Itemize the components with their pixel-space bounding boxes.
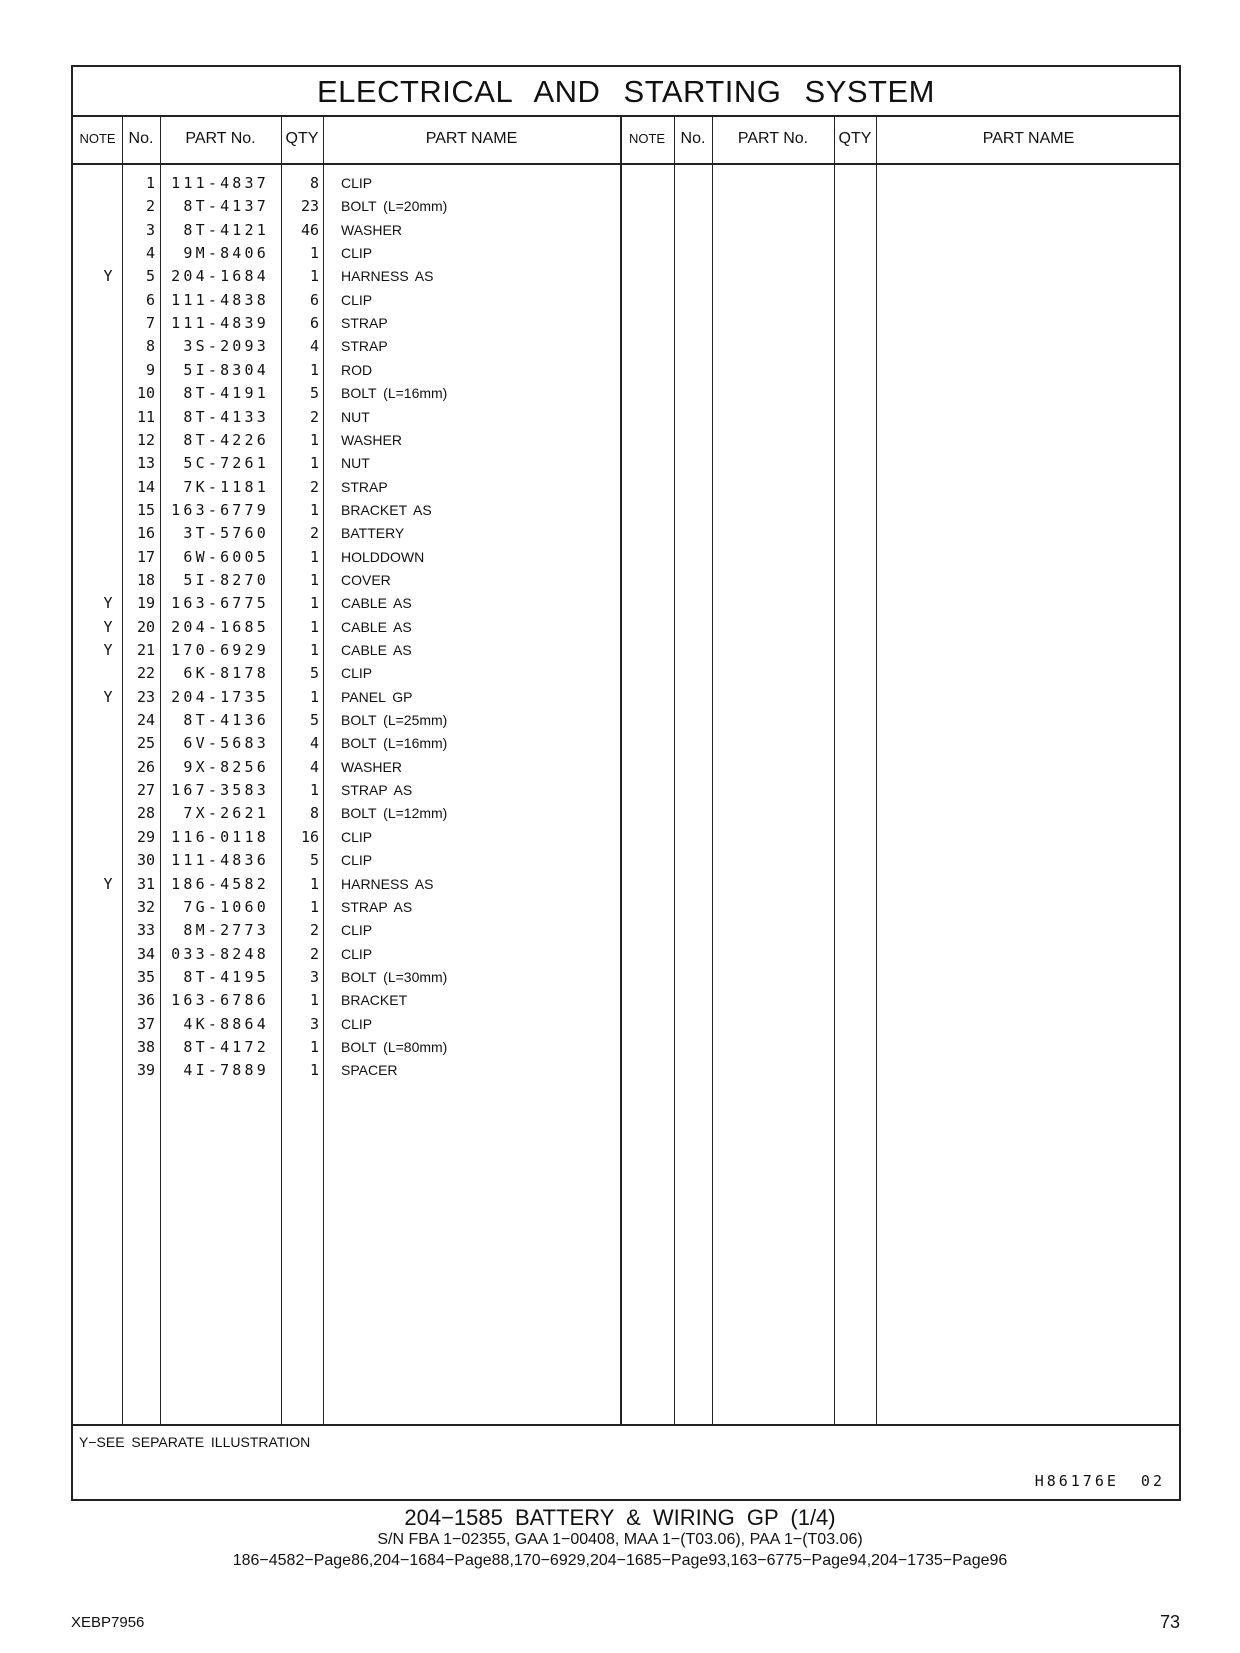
- row-part-number: 8T-4195: [183, 967, 269, 986]
- row-part-name: COVER: [341, 571, 391, 588]
- row-part-name: STRAP AS: [341, 898, 413, 915]
- column-divider: [620, 115, 622, 1424]
- row-quantity: 8: [309, 804, 319, 823]
- row-part-name: STRAP: [341, 478, 388, 495]
- document-id: XEBP7956: [71, 1614, 145, 1631]
- row-quantity: 2: [309, 921, 319, 940]
- row-number: 3: [145, 220, 155, 239]
- row-quantity: 1: [309, 547, 319, 566]
- row-part-number: 5I-8304: [183, 360, 269, 379]
- row-number: 28: [136, 804, 155, 823]
- row-part-number: 4K-8864: [183, 1014, 269, 1033]
- column-divider: [674, 115, 675, 1424]
- page-references: 186−4582−Page86,204−1684−Page88,170−6929,204−1685−Page93,163−6775−Page94,204−1735−Page96: [232, 1552, 1008, 1569]
- row-part-name: CABLE AS: [341, 595, 412, 612]
- row-note: Y: [103, 594, 113, 613]
- row-quantity: 4: [309, 757, 319, 776]
- row-number: 30: [136, 851, 155, 870]
- row-part-number: 6V-5683: [183, 734, 269, 753]
- row-part-number: 5I-8270: [183, 570, 269, 589]
- header-qty-right: QTY: [838, 130, 872, 147]
- row-number: 18: [136, 570, 155, 589]
- row-part-number: 6K-8178: [183, 664, 269, 683]
- row-quantity: 4: [309, 337, 319, 356]
- row-quantity: 5: [309, 664, 319, 683]
- row-number: 27: [136, 781, 155, 800]
- row-quantity: 2: [309, 944, 319, 963]
- row-part-number: 204-1735: [171, 687, 269, 706]
- row-quantity: 1: [309, 244, 319, 263]
- column-divider: [281, 115, 282, 1424]
- row-quantity: 1: [309, 874, 319, 893]
- row-part-name: CLIP: [341, 1015, 373, 1032]
- row-part-number: 7G-1060: [183, 897, 269, 916]
- parts-list-frame: [71, 65, 1181, 1501]
- row-part-number: 163-6775: [171, 594, 269, 613]
- row-part-number: 170-6929: [171, 641, 269, 659]
- column-divider: [712, 115, 713, 1424]
- row-number: 35: [136, 967, 155, 986]
- row-part-number: 9M-8406: [183, 244, 269, 263]
- header-qty-left: QTY: [285, 130, 319, 147]
- row-part-name: CLIP: [341, 245, 373, 262]
- row-quantity: 1: [309, 617, 319, 636]
- row-quantity: 1: [309, 781, 319, 800]
- row-part-number: 111-4837: [171, 174, 269, 192]
- row-quantity: 1: [309, 897, 319, 916]
- row-part-name: BATTERY: [341, 525, 405, 542]
- row-part-number: 204-1684: [171, 267, 269, 286]
- column-divider: [876, 115, 877, 1424]
- row-note: Y: [103, 267, 113, 286]
- row-part-name: NUT: [341, 408, 370, 425]
- row-part-name: BRACKET AS: [341, 501, 432, 518]
- column-divider: [323, 115, 324, 1424]
- row-number: 14: [136, 477, 155, 496]
- row-quantity: 2: [309, 524, 319, 543]
- header-part-no-right: PART No.: [737, 130, 809, 147]
- row-part-name: BOLT (L=80mm): [341, 1038, 448, 1055]
- row-part-number: 8T-4226: [183, 430, 269, 449]
- row-part-name: BOLT (L=16mm): [341, 735, 448, 752]
- row-part-number: 186-4582: [171, 874, 269, 893]
- row-part-name: BOLT (L=12mm): [341, 805, 448, 822]
- footer-divider: [73, 1424, 1179, 1426]
- row-quantity: 46: [300, 220, 319, 239]
- row-number: 11: [136, 407, 155, 426]
- row-number: 38: [136, 1037, 155, 1056]
- row-quantity: 5: [309, 711, 319, 730]
- row-quantity: 5: [309, 384, 319, 403]
- row-part-number: 163-6779: [171, 500, 269, 519]
- row-part-name: CLIP: [341, 852, 373, 869]
- row-note: Y: [103, 687, 113, 706]
- row-number: 32: [136, 897, 155, 916]
- row-part-name: CLIP: [341, 175, 373, 191]
- row-quantity: 2: [309, 407, 319, 426]
- header-part-no-left: PART No.: [185, 130, 256, 147]
- row-quantity: 1: [309, 1037, 319, 1056]
- row-quantity: 6: [309, 314, 319, 333]
- row-part-number: 6W-6005: [183, 547, 269, 566]
- row-part-number: 8T-4121: [183, 220, 269, 239]
- row-part-name: BRACKET: [341, 992, 408, 1009]
- row-part-number: 111-4838: [171, 290, 269, 309]
- row-part-name: CLIP: [341, 291, 373, 308]
- row-quantity: 1: [309, 991, 319, 1010]
- row-part-number: 5C-7261: [183, 454, 269, 473]
- row-quantity: 1: [309, 641, 319, 659]
- row-part-name: BOLT (L=25mm): [341, 712, 448, 729]
- row-number: 6: [145, 290, 155, 309]
- row-quantity: 1: [309, 594, 319, 613]
- row-number: 31: [136, 874, 155, 893]
- row-part-number: 8T-4137: [183, 197, 269, 216]
- header-no-left: No.: [128, 130, 154, 147]
- row-number: 33: [136, 921, 155, 940]
- row-part-number: 4I-7889: [183, 1061, 269, 1080]
- row-number: 25: [136, 734, 155, 753]
- header-divider: [73, 163, 1179, 165]
- row-part-number: 163-6786: [171, 991, 269, 1010]
- row-part-name: CLIP: [341, 665, 373, 682]
- row-number: 39: [136, 1061, 155, 1080]
- row-part-name: WASHER: [341, 431, 402, 448]
- row-number: 17: [136, 547, 155, 566]
- row-part-number: 204-1685: [171, 617, 269, 636]
- row-part-number: 7K-1181: [183, 477, 269, 496]
- row-part-number: 8T-4172: [183, 1037, 269, 1056]
- row-part-number: 111-4836: [171, 851, 269, 870]
- row-part-number: 111-4839: [171, 314, 269, 333]
- row-part-name: CLIP: [341, 828, 373, 845]
- row-part-number: 3T-5760: [183, 524, 269, 543]
- row-number: 10: [136, 384, 155, 403]
- column-divider: [160, 115, 161, 1424]
- row-quantity: 1: [309, 454, 319, 473]
- row-number: 7: [145, 314, 155, 333]
- row-part-number: 8M-2773: [183, 921, 269, 940]
- row-quantity: 1: [309, 360, 319, 379]
- row-quantity: 1: [309, 687, 319, 706]
- row-quantity: 4: [309, 734, 319, 753]
- header-no-right: No.: [680, 130, 706, 147]
- row-part-number: 033-8248: [171, 944, 269, 963]
- row-number: 2: [145, 197, 155, 216]
- row-quantity: 8: [309, 174, 319, 192]
- row-number: 37: [136, 1014, 155, 1033]
- row-number: 34: [136, 944, 155, 963]
- row-part-name: CABLE AS: [341, 642, 412, 658]
- column-divider: [834, 115, 835, 1424]
- serial-numbers: S/N FBA 1−02355, GAA 1−00408, MAA 1−(T03.06), PAA 1−(T03.06): [377, 1531, 863, 1548]
- row-note: Y: [103, 641, 113, 659]
- row-part-name: ROD: [341, 361, 373, 378]
- row-number: 20: [136, 617, 155, 636]
- page-number: 73: [1159, 1612, 1180, 1632]
- group-caption: 204−1585 BATTERY & WIRING GP (1/4): [404, 1505, 836, 1530]
- row-part-name: STRAP: [341, 338, 388, 355]
- row-part-name: STRAP AS: [341, 782, 413, 799]
- row-quantity: 1: [309, 267, 319, 286]
- row-number: 1: [145, 174, 155, 192]
- row-note: Y: [103, 617, 113, 636]
- row-part-name: NUT: [341, 455, 370, 472]
- row-part-name: HARNESS AS: [341, 268, 434, 285]
- header-note-left: NOTE: [79, 131, 116, 146]
- illustration-code: H86176E 02: [1034, 1472, 1165, 1490]
- row-part-name: WASHER: [341, 221, 402, 238]
- row-part-name: CLIP: [341, 922, 373, 939]
- row-number: 5: [145, 267, 155, 286]
- row-quantity: 1: [309, 1061, 319, 1080]
- header-part-name-left: PART NAME: [425, 130, 518, 147]
- row-part-number: 8T-4191: [183, 384, 269, 403]
- row-number: 15: [136, 500, 155, 519]
- row-part-number: 116-0118: [171, 827, 269, 846]
- row-quantity: 5: [309, 851, 319, 870]
- row-number: 24: [136, 711, 155, 730]
- row-quantity: 16: [300, 827, 319, 846]
- row-number: 12: [136, 430, 155, 449]
- row-quantity: 1: [309, 500, 319, 519]
- row-part-name: SPACER: [341, 1062, 398, 1079]
- row-number: 36: [136, 991, 155, 1010]
- row-number: 23: [136, 687, 155, 706]
- row-number: 16: [136, 524, 155, 543]
- row-part-number: 167-3583: [171, 781, 269, 800]
- row-part-name: HOLDDOWN: [341, 548, 425, 565]
- page-title: ELECTRICAL AND STARTING SYSTEM: [73, 67, 1179, 117]
- row-note: Y: [103, 874, 113, 893]
- row-part-name: PANEL GP: [341, 688, 413, 705]
- row-quantity: 3: [309, 1014, 319, 1033]
- row-number: 22: [136, 664, 155, 683]
- row-part-number: 8T-4136: [183, 711, 269, 730]
- row-number: 4: [145, 244, 155, 263]
- header-part-name-right: PART NAME: [982, 130, 1075, 147]
- row-part-number: 7X-2621: [183, 804, 269, 823]
- row-number: 13: [136, 454, 155, 473]
- row-part-name: STRAP: [341, 315, 388, 332]
- row-quantity: 3: [309, 967, 319, 986]
- row-quantity: 1: [309, 430, 319, 449]
- row-quantity: 6: [309, 290, 319, 309]
- footnote: Y−SEE SEPARATE ILLUSTRATION: [79, 1434, 311, 1450]
- row-part-number: 9X-8256: [183, 757, 269, 776]
- row-number: 21: [136, 641, 155, 659]
- row-number: 19: [136, 594, 155, 613]
- row-number: 26: [136, 757, 155, 776]
- row-part-name: HARNESS AS: [341, 875, 434, 892]
- row-number: 9: [145, 360, 155, 379]
- row-part-name: CLIP: [341, 945, 373, 962]
- row-part-name: CABLE AS: [341, 618, 412, 635]
- row-part-name: BOLT (L=30mm): [341, 968, 448, 985]
- row-part-number: 3S-2093: [183, 337, 269, 356]
- row-quantity: 1: [309, 570, 319, 589]
- row-part-number: 8T-4133: [183, 407, 269, 426]
- row-part-name: BOLT (L=20mm): [341, 198, 448, 215]
- row-part-name: WASHER: [341, 758, 402, 775]
- row-part-name: BOLT (L=16mm): [341, 385, 448, 402]
- header-note-right: NOTE: [628, 131, 666, 146]
- row-quantity: 2: [309, 477, 319, 496]
- row-number: 8: [145, 337, 155, 356]
- row-number: 29: [136, 827, 155, 846]
- row-quantity: 23: [300, 197, 319, 216]
